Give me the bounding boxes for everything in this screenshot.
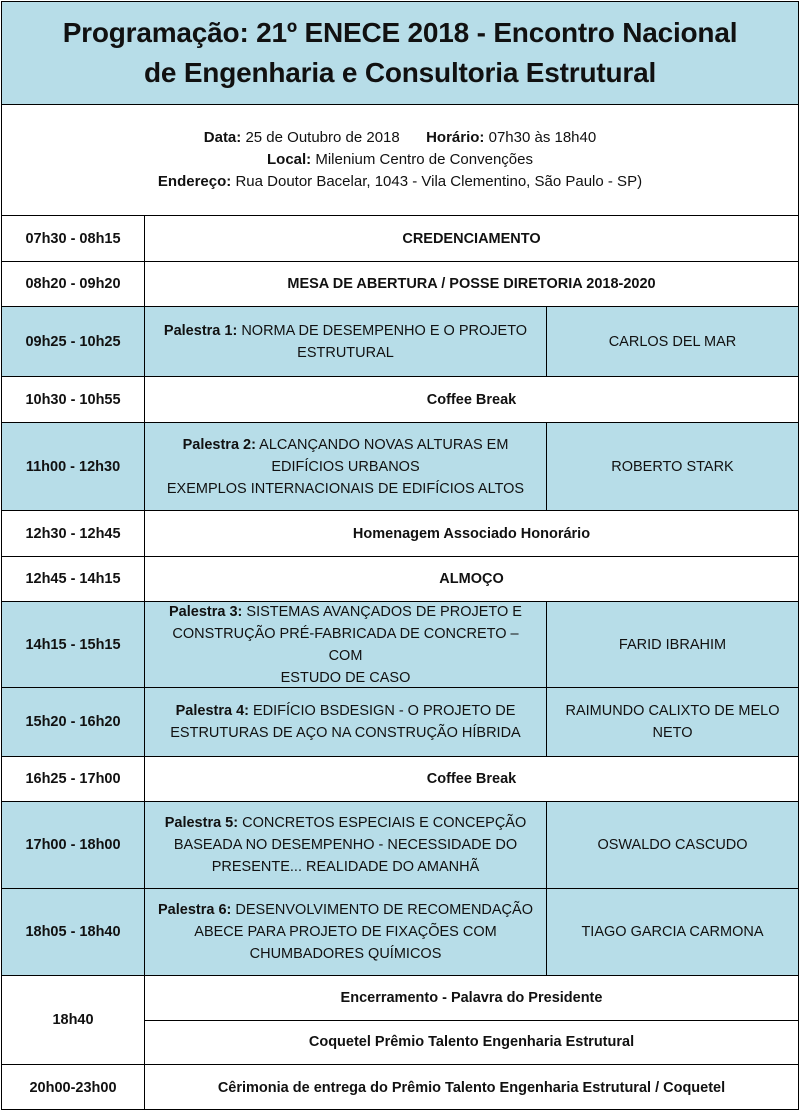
talk-title-line: NORMA DE DESEMPENHO E O PROJETO — [241, 322, 528, 339]
talk-cell — [145, 423, 547, 510]
schedule-row — [2, 216, 798, 262]
slot-time: 15h20 - 16h20 — [2, 688, 145, 756]
date-value: 25 de Outubro de 2018 — [245, 129, 400, 146]
talk-title-line: PRESENTE... REALIDADE DO AMANHÃ — [211, 859, 480, 875]
slot-time: 12h30 - 12h45 — [2, 511, 145, 556]
slot-time: 10h30 - 10h55 — [2, 377, 145, 422]
talk-title-line: EXEMPLOS INTERNACIONAIS DE EDIFÍCIOS ALTOS — [166, 480, 525, 497]
slot-time: 11h00 - 12h30 — [2, 423, 145, 510]
schedule-row — [2, 1065, 798, 1110]
slot-title: Homenagem Associado Honorário — [352, 525, 591, 542]
speaker-name: TIAGO GARCIA CARMONA — [581, 924, 764, 940]
talk-title-line: ABECE PARA PROJETO DE FIXAÇÕES COM — [194, 924, 497, 940]
event-info — [2, 105, 798, 216]
talk-cell — [145, 602, 547, 687]
talk-title-line: DESENVOLVIMENTO DE RECOMENDAÇÃO — [235, 902, 533, 918]
title-banner — [2, 2, 798, 105]
address-label: Endereço: — [157, 173, 232, 190]
split-cell — [145, 976, 798, 1064]
location-value: Milenium Centro de Convenções — [315, 151, 533, 168]
schedule-row — [2, 557, 798, 602]
talk-title-line: ESTUDO DE CASO — [280, 669, 411, 686]
slot-title: Cêrimonia de entrega do Prêmio Talento Engenharia Estrutural / Coquetel — [217, 1079, 726, 1096]
address-line — [158, 171, 642, 193]
speaker-name: OSWALDO CASCUDO — [597, 837, 748, 853]
location-label: Local: — [267, 151, 312, 168]
slot-title: Encerramento - Palavra do Presidente — [340, 989, 603, 1006]
talk-title-line: ESTRUTURAS DE AÇO NA CONSTRUÇÃO HÍBRIDA — [170, 725, 521, 741]
talk-label: Palestra 3: — [169, 603, 243, 620]
talk-label: Palestra 1: — [163, 322, 238, 339]
schedule-row — [2, 262, 798, 307]
speaker-name-line: RAIMUNDO CALIXTO DE MELO — [565, 703, 780, 719]
slot-title: Coffee Break — [426, 391, 517, 408]
talk-title-line: CHUMBADORES QUÍMICOS — [249, 946, 442, 962]
speaker-name: FARID IBRAHIM — [618, 636, 727, 653]
talk-cell — [145, 688, 547, 756]
talk-row — [2, 307, 798, 377]
time-label: Horário: — [426, 129, 485, 146]
talk-title-line: CONCRETOS ESPECIAIS E CONCEPÇÃO — [242, 815, 527, 831]
time-value: 07h30 às 18h40 — [488, 129, 597, 146]
talk-cell — [145, 889, 547, 975]
talk-row — [2, 602, 798, 688]
speaker-name — [547, 688, 798, 756]
speaker-name-line: NETO — [652, 725, 693, 741]
talk-row — [2, 889, 798, 976]
talk-title-line: EDIFÍCIOS URBANOS — [271, 458, 420, 475]
schedule-row — [2, 511, 798, 557]
speaker-name: CARLOS DEL MAR — [608, 333, 737, 350]
title-line-1: Programação: 21º ENECE 2018 - Encontro Nacional — [62, 17, 738, 48]
slot-time: 17h00 - 18h00 — [2, 802, 145, 888]
slot-time: 08h20 - 09h20 — [2, 262, 145, 306]
slot-title: Coquetel Prêmio Talento Engenharia Estrutural — [145, 1020, 798, 1065]
talk-title-line: ESTRUTURAL — [297, 344, 394, 361]
talk-row — [2, 802, 798, 889]
slot-time: 18h40 — [2, 976, 145, 1064]
slot-time: 18h05 - 18h40 — [2, 889, 145, 975]
talk-cell — [145, 802, 547, 888]
program-sheet — [1, 1, 799, 1110]
slot-time: 20h00-23h00 — [2, 1065, 145, 1110]
slot-time: 12h45 - 14h15 — [2, 557, 145, 601]
title-line-2: de Engenharia e Consultoria Estrutural — [143, 57, 657, 88]
slot-time: 14h15 - 15h15 — [2, 602, 145, 687]
slot-time: 16h25 - 17h00 — [2, 757, 145, 801]
talk-label: Palestra 2: — [182, 436, 256, 453]
talk-label: Palestra 5: — [164, 815, 239, 831]
talk-title-line: BASEADA NO DESEMPENHO - NECESSIDADE DO — [173, 837, 518, 853]
slot-time: 09h25 - 10h25 — [2, 307, 145, 376]
talk-row — [2, 688, 798, 757]
talk-title-line: EDIFÍCIO BSDESIGN - O PROJETO DE — [253, 703, 516, 719]
talk-row — [2, 423, 798, 511]
slot-title: MESA DE ABERTURA / POSSE DIRETORIA 2018-2020 — [287, 276, 656, 292]
schedule-row — [2, 377, 798, 423]
slot-title: Coffee Break — [426, 771, 517, 787]
talk-label: Palestra 4: — [175, 703, 249, 719]
talk-cell — [145, 307, 547, 376]
slot-title: ALMOÇO — [439, 571, 504, 587]
talk-label: Palestra 6: — [158, 902, 232, 918]
date-time-line — [204, 127, 596, 149]
address-value: Rua Doutor Bacelar, 1043 - Vila Clementino, São Paulo - SP) — [235, 173, 643, 190]
location-line — [267, 149, 533, 171]
date-label: Data: — [203, 129, 242, 146]
speaker-name: ROBERTO STARK — [611, 458, 734, 475]
schedule-row — [2, 976, 798, 1065]
schedule-row — [2, 757, 798, 802]
talk-title-line: CONSTRUÇÃO PRÉ-FABRICADA DE CONCRETO – COM — [172, 625, 519, 664]
slot-time: 07h30 - 08h15 — [2, 216, 145, 261]
slot-title: CREDENCIAMENTO — [402, 230, 541, 247]
talk-title-line: ALCANÇANDO NOVAS ALTURAS EM — [259, 436, 509, 453]
talk-title-line: SISTEMAS AVANÇADOS DE PROJETO E — [246, 603, 522, 620]
